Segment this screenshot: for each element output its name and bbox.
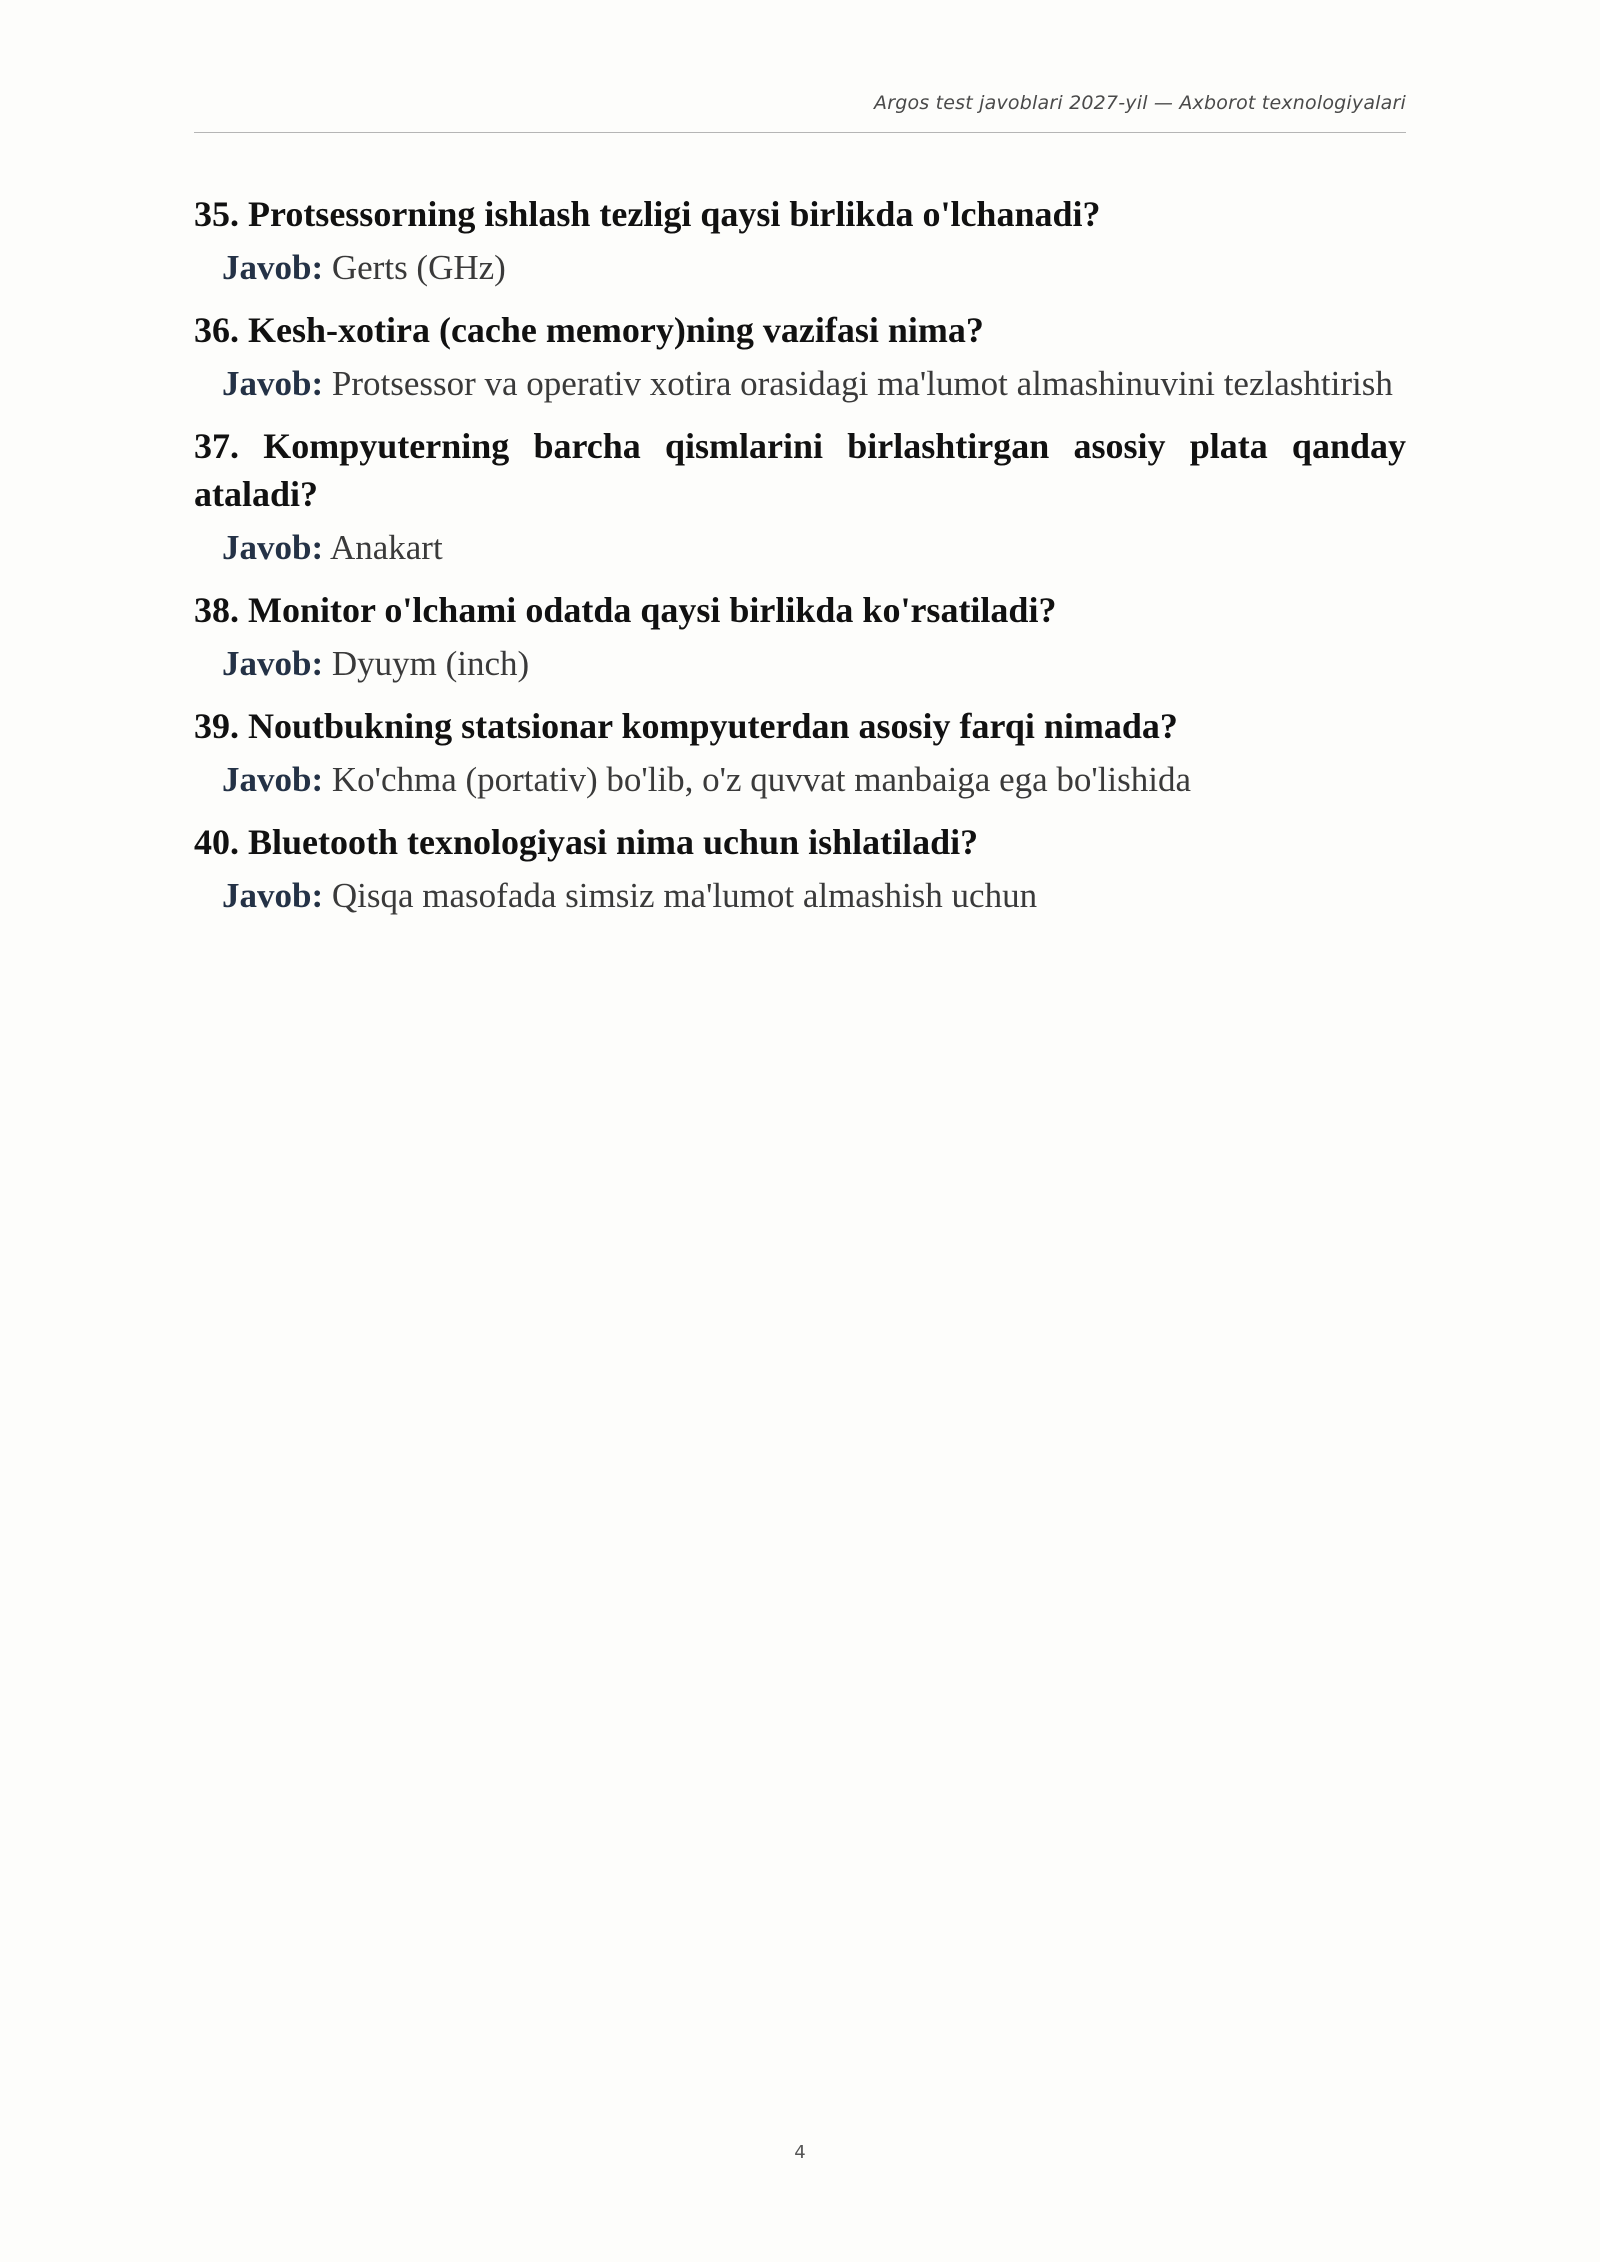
answer-text: Ko'chma (portativ) bo'lib, o'z quvvat manbaiga ega bo'lishida (331, 760, 1192, 799)
answer-text: Anakart (329, 528, 443, 567)
qa-item (194, 586, 1406, 688)
answer-text: Dyuym (inch) (331, 644, 530, 683)
answer-text: Gerts (GHz) (331, 248, 506, 287)
qa-item (194, 422, 1406, 572)
header-divider (194, 132, 1406, 133)
answer-label: Javob: (222, 248, 324, 287)
question-text: 36. Kesh-xotira (cache memory)ning vazifasi nima? (194, 310, 984, 350)
answer-text: Protsessor va operativ xotira orasidagi ma'lumot almashinuvini tezlashtirish (331, 364, 1393, 403)
answer-text: Qisqa masofada simsiz ma'lumot almashish uchun (331, 876, 1038, 915)
page-number: 4 (794, 2142, 806, 2163)
question-text: 35. Protsessorning ishlash tezligi qaysi birlikda o'lchanadi? (194, 194, 1101, 234)
answer-label: Javob: (222, 364, 324, 403)
qa-item (194, 190, 1406, 292)
answer-line (222, 244, 1406, 292)
answer-line (222, 360, 1406, 408)
answer-line (222, 872, 1406, 920)
answer-label: Javob: (222, 876, 324, 915)
question-text: 40. Bluetooth texnologiyasi nima uchun ishlatiladi? (194, 822, 979, 862)
answer-label: Javob: (222, 528, 324, 567)
answer-label: Javob: (222, 760, 324, 799)
question-text: 37. Kompyuterning barcha qismlarini birlashtirgan asosiy plata qanday ataladi? (194, 426, 1406, 514)
qa-item (194, 702, 1406, 804)
qa-item (194, 818, 1406, 920)
answer-line (222, 640, 1406, 688)
qa-item (194, 306, 1406, 408)
question-answer-list (194, 190, 1406, 934)
answer-line (222, 756, 1406, 804)
question-text: 39. Noutbukning statsionar kompyuterdan asosiy farqi nimada? (194, 706, 1178, 746)
running-header: Argos test javoblari 2027-yil — Axborot texnologiyalari (874, 92, 1406, 114)
answer-label: Javob: (222, 644, 324, 683)
question-text: 38. Monitor o'lchami odatda qaysi birlikda ko'rsatiladi? (194, 590, 1057, 630)
answer-line (222, 524, 1406, 572)
